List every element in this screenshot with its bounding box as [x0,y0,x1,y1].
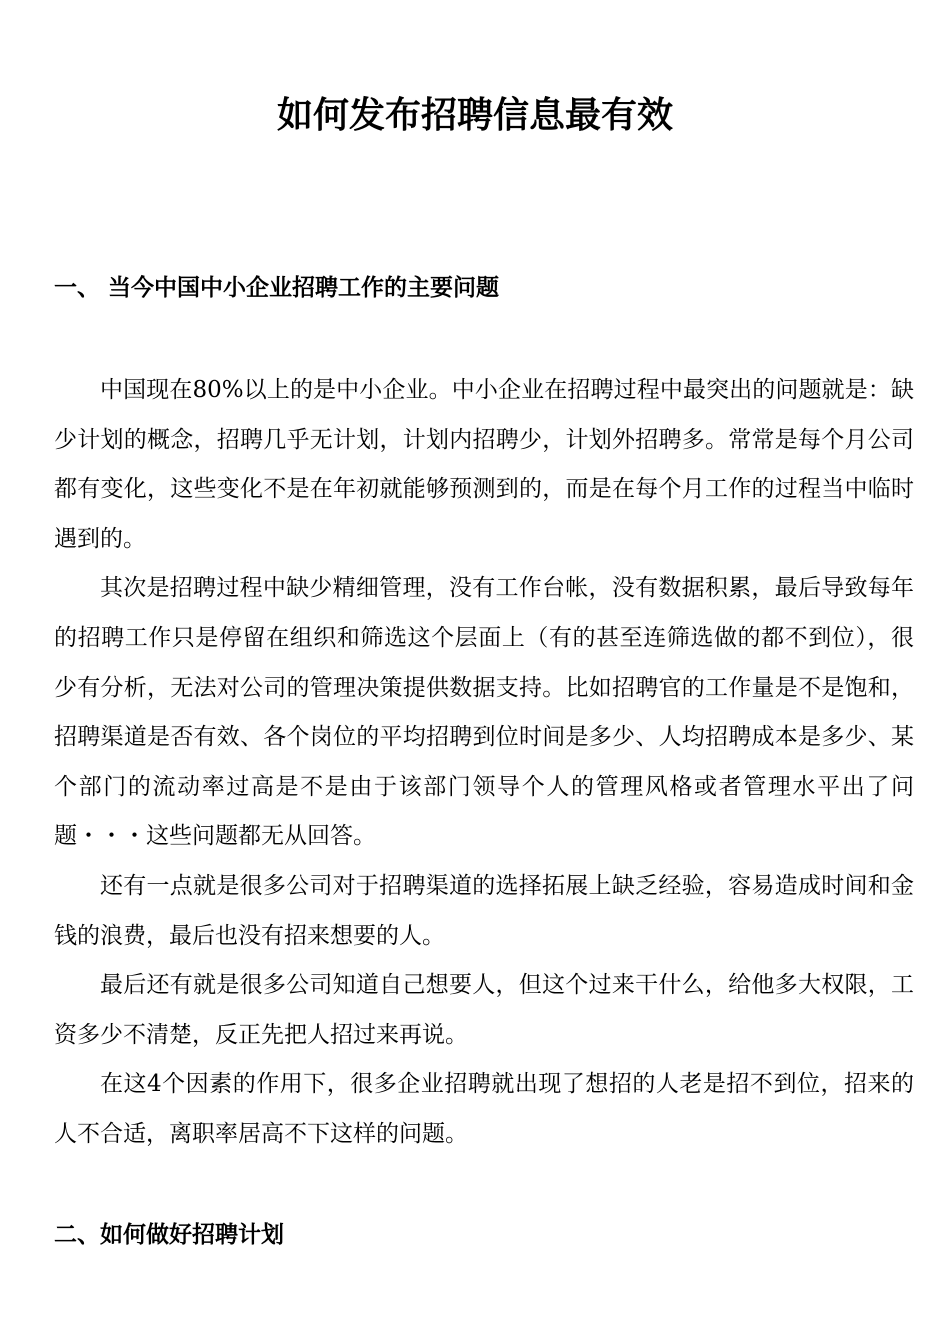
paragraph-1: 中国现在80%以上的是中小企业。中小企业在招聘过程中最突出的问题就是：缺少计划的概念，招聘几乎无计划，计划内招聘少，计划外招聘多。常常是每个月公司都有变化，这些变化不是在年初就能够预测到的，而是在每个月工作的过程当中临时遇到的。 [54,377,914,552]
section-heading-2: 二、如何做好招聘计划 [54,1221,284,1248]
section-heading-1: 一、 当今中国中小企业招聘工作的主要问题 [54,274,500,301]
paragraph-5: 在这4个因素的作用下，很多企业招聘就出现了想招的人老是招不到位，招来的人不合适，离职率居高不下这样的问题。 [54,1071,914,1147]
paragraph-2: 其次是招聘过程中缺少精细管理，没有工作台帐，没有数据积累，最后导致每年的招聘工作只是停留在组织和筛选这个层面上（有的甚至连筛选做的都不到位），很少有分析，无法对公司的管理决策提供数据支持。比如招聘官的工作量是不是饱和，招聘渠道是否有效、各个岗位的平均招聘到位时间是多少、人均招聘成本是多少、某个部门的流动率过高是不是由于该部门领导个人的管理风格或者管理水平出了问题・・・这些问题都无从回答。 [54,575,914,850]
section-1-body [54,366,914,1160]
paragraph-4: 最后还有就是很多公司知道自己想要人，但这个过来干什么，给他多大权限，工资多少不清楚，反正先把人招过来再说。 [54,972,914,1048]
paragraph-3: 还有一点就是很多公司对于招聘渠道的选择拓展上缺乏经验，容易造成时间和金钱的浪费，最后也没有招来想要的人。 [54,872,914,949]
document-title: 如何发布招聘信息最有效 [276,94,673,136]
